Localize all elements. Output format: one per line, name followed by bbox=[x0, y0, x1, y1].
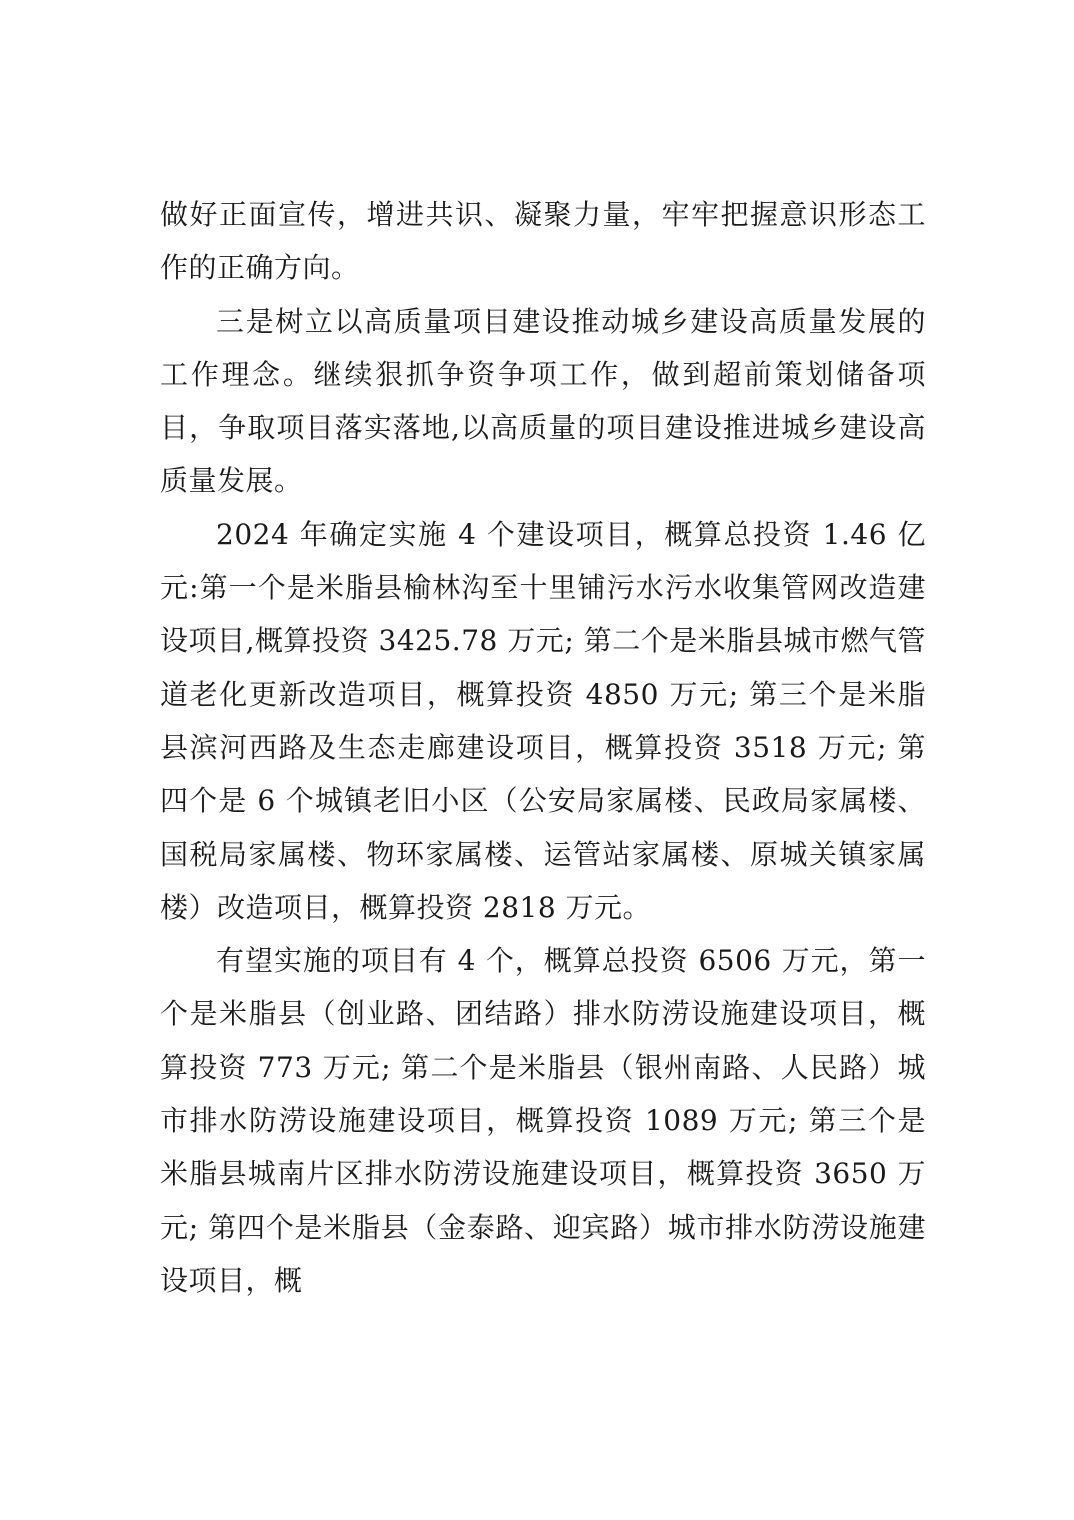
paragraph-prospective-projects: 有望实施的项目有 4 个，概算总投资 6506 万元，第一个是米脂县（创业路、团结路）排水防涝设施建设项目，概算投资 773 万元; 第二个是米脂县（银州南路、人民路）城市排水防涝设施建设项目，概算投资 1089 万元; 第三个是米脂县城南片区排水防涝设施建设项目，概算投资 3650 万元; 第四个是米脂县（金泰路、迎宾路）城市排水防涝设施建设项目，概 bbox=[160, 944, 926, 1297]
body-text bbox=[160, 188, 926, 1307]
paragraph-2024-projects: 2024 年确定实施 4 个建设项目，概算总投资 1.46 亿元:第一个是米脂县榆林沟至十里铺污水污水收集管网改造建设项目,概算投资 3425.78 万元; 第二个是米脂县城市燃气管道老化更新改造项目，概算投资 4850 万元; 第三个是米脂县滨河西路及生态走廊建设项目，概算投资 3518 万元; 第四个是 6 个城镇老旧小区（公安局家属楼、民政局家属楼、国税局家属楼、物环家属楼、运管站家属楼、原城关镇家属楼）改造项目，概算投资 2818 万元。 bbox=[160, 517, 926, 924]
paragraph-work-concept: 三是树立以高质量项目建设推动城乡建设高质量发展的工作理念。继续狠抓争资争项工作，做到超前策划储备项目，争取项目落实落地,以高质量的项目建设推进城乡建设高质量发展。 bbox=[160, 304, 926, 498]
paragraph-continuation: 做好正面宣传，增进共识、凝聚力量，牢牢把握意识形态工作的正确方向。 bbox=[160, 198, 926, 285]
